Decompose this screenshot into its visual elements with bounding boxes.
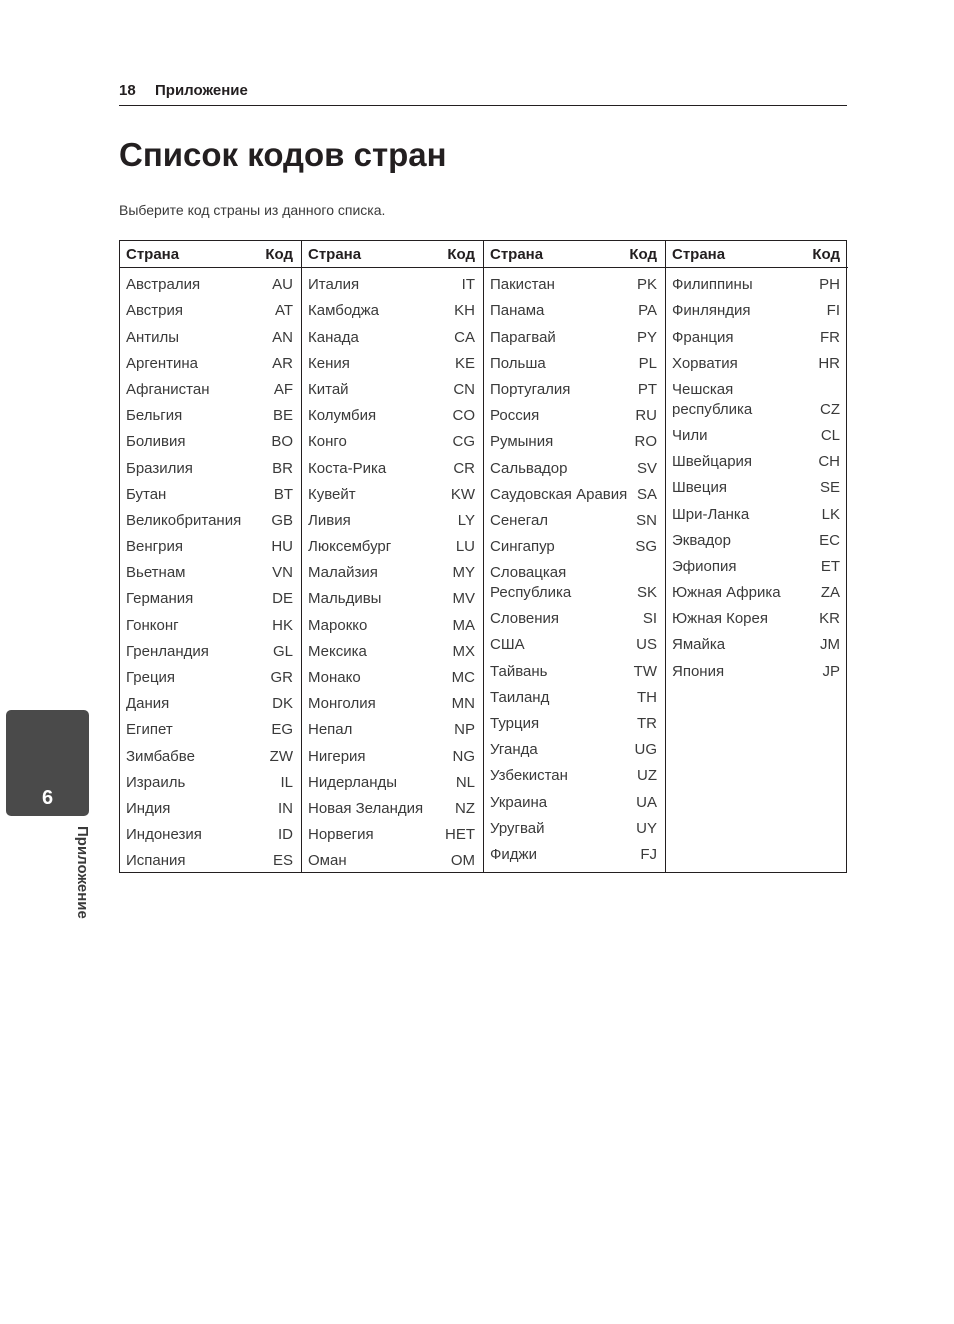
country-name: Канада (308, 328, 359, 346)
country-name: Тайвань (490, 662, 548, 680)
country-code: ET (820, 557, 840, 575)
country-name: Австрия (126, 302, 184, 320)
country-name: Дания (126, 695, 170, 713)
country-code: JM (820, 636, 840, 654)
country-name: США (490, 636, 525, 654)
country-name: Словения (490, 610, 560, 628)
country-code: JP (822, 662, 840, 680)
country-code: AU (272, 276, 293, 294)
country-name: Украина (490, 793, 548, 811)
country-name: Кения (308, 354, 350, 372)
country-name: Финляндия (672, 302, 751, 320)
table-row (484, 348, 665, 374)
country-name: Малайзия (308, 564, 378, 582)
country-code: NG (452, 747, 475, 765)
country-name: Коста-Рика (308, 459, 387, 477)
country-name: Панама (490, 302, 545, 320)
table-row (120, 531, 301, 557)
country-name: Израиль (126, 773, 186, 791)
country-name: Египет (126, 721, 173, 739)
country-code: SV (636, 459, 657, 477)
table-row (666, 655, 848, 681)
country-header: Страна (308, 245, 362, 263)
table-row (666, 472, 848, 498)
table-row (120, 426, 301, 452)
table-row (484, 760, 665, 786)
table-row (484, 557, 665, 603)
country-name: Австралия (126, 276, 201, 294)
table-row (302, 583, 483, 609)
country-name: Антилы (126, 328, 180, 346)
table-column (666, 241, 848, 872)
country-code: ZW (269, 747, 293, 765)
country-name: Южная Африка (672, 584, 781, 602)
table-row (666, 498, 848, 524)
table-row (302, 793, 483, 819)
table-column (120, 241, 302, 872)
country-name: Мексика (308, 642, 367, 660)
country-name: Пакистан (490, 276, 555, 294)
page-title: Список кодов стран (119, 136, 447, 173)
column-header (484, 241, 665, 268)
table-row (302, 505, 483, 531)
country-name: Словацкая Республика (490, 564, 572, 602)
country-name: Германия (126, 590, 194, 608)
intro-text: Выберите код страны из данного списка. (119, 202, 386, 218)
country-code: ES (272, 852, 293, 870)
table-row (484, 269, 665, 295)
table-row (302, 374, 483, 400)
country-name: Люксембург (308, 538, 392, 556)
table-row (120, 819, 301, 845)
country-name: Парагвай (490, 328, 556, 346)
country-name: Португалия (490, 380, 571, 398)
table-row (666, 348, 848, 374)
table-row (120, 714, 301, 740)
table-row (484, 655, 665, 681)
country-name: Колумбия (308, 407, 377, 425)
country-header: Страна (126, 245, 180, 263)
country-name: Гонконг (126, 616, 179, 634)
country-codes-table (119, 240, 847, 873)
country-code: TH (637, 688, 657, 706)
column-header (302, 241, 483, 268)
table-row (666, 551, 848, 577)
country-code: CH (818, 453, 840, 471)
country-name: Франция (672, 328, 734, 346)
country-code: NZ (455, 799, 475, 817)
table-row (484, 321, 665, 347)
country-code: MX (452, 642, 475, 660)
country-code: HR (818, 354, 840, 372)
country-name: Чили (672, 426, 708, 444)
table-row (484, 813, 665, 839)
chapter-tab (6, 710, 89, 816)
chapter-label: Приложение (74, 826, 91, 919)
table-row (120, 845, 301, 871)
table-row (120, 400, 301, 426)
country-code: PT (637, 380, 657, 398)
column-header (666, 241, 848, 268)
table-row (302, 740, 483, 766)
table-row (302, 531, 483, 557)
country-name: Швейцария (672, 453, 753, 471)
country-name: Оман (308, 852, 347, 870)
column-header (120, 241, 301, 268)
country-code: PA (638, 302, 657, 320)
country-code: PY (636, 328, 657, 346)
section-name: Приложение (155, 82, 248, 99)
country-code: SE (819, 479, 840, 497)
table-row (484, 682, 665, 708)
country-code: BR (272, 459, 293, 477)
country-name: Бельгия (126, 407, 183, 425)
country-code: НЕТ (445, 826, 475, 844)
country-name: Сальвадор (490, 459, 568, 477)
country-code: UY (636, 819, 657, 837)
country-code: NL (455, 773, 475, 791)
country-code: VN (272, 564, 293, 582)
table-row (120, 452, 301, 478)
table-row (666, 269, 848, 295)
country-code: EG (271, 721, 293, 739)
chapter-number: 6 (41, 787, 54, 809)
table-row (302, 321, 483, 347)
table-row (120, 636, 301, 662)
country-code: SK (636, 584, 657, 602)
country-code: LU (455, 538, 475, 556)
country-code: PL (638, 354, 657, 372)
table-row (484, 374, 665, 400)
table-row (484, 531, 665, 557)
country-code: PH (819, 276, 840, 294)
table-row (120, 505, 301, 531)
country-name: Боливия (126, 433, 186, 451)
country-code: RO (634, 433, 657, 451)
country-name: Турция (490, 715, 540, 732)
country-name: Саудовская Аравия (490, 485, 628, 503)
country-name: Сингапур (490, 538, 555, 556)
country-name: Чешская республика (672, 380, 753, 418)
table-row (666, 525, 848, 551)
country-name: Венгрия (126, 538, 183, 556)
country-code: LY (457, 511, 475, 529)
country-name: Непал (308, 721, 353, 739)
table-row (484, 603, 665, 629)
country-code: KH (454, 302, 475, 320)
country-name: Бутан (126, 485, 167, 503)
table-row (302, 636, 483, 662)
table-row (120, 583, 301, 609)
table-row (302, 269, 483, 295)
country-code: GL (272, 642, 293, 660)
country-name: Таиланд (490, 688, 550, 706)
country-code: IN (278, 799, 293, 817)
country-name: Кувейт (308, 485, 356, 503)
country-name: Норвегия (308, 826, 374, 844)
country-name: Вьетнам (126, 564, 186, 582)
country-name: Аргентина (126, 354, 198, 372)
country-name: Уганда (490, 741, 538, 759)
country-name: Великобритания (126, 511, 242, 529)
table-row (484, 839, 665, 865)
code-header: Код (447, 245, 475, 263)
country-name: Италия (308, 276, 360, 294)
country-code: FI (826, 302, 840, 320)
country-name: Польша (490, 354, 546, 372)
table-row (484, 708, 665, 734)
country-code: MV (452, 590, 475, 608)
table-row (666, 420, 848, 446)
country-header: Страна (490, 245, 544, 263)
country-code: GB (271, 511, 293, 529)
table-row (666, 577, 848, 603)
country-name: Зимбабве (126, 747, 195, 765)
table-row (120, 295, 301, 321)
country-code: CL (820, 426, 840, 444)
table-row (120, 740, 301, 766)
table-row (120, 348, 301, 374)
country-code: EC (819, 531, 840, 549)
table-row (302, 767, 483, 793)
table-row (302, 479, 483, 505)
country-name: Индонезия (126, 826, 202, 844)
country-code: FR (820, 328, 840, 346)
table-row (666, 446, 848, 472)
country-name: Мальдивы (308, 590, 382, 608)
table-row (302, 557, 483, 583)
country-name: Узбекистан (490, 767, 568, 785)
page-header (119, 79, 847, 106)
table-row (120, 767, 301, 793)
country-name: Гренландия (126, 642, 209, 660)
country-code: TW (633, 662, 657, 680)
table-row (484, 452, 665, 478)
table-row (302, 714, 483, 740)
country-code: MN (451, 695, 475, 713)
country-code: CZ (820, 400, 840, 418)
country-code: CA (454, 328, 475, 346)
code-header: Код (629, 245, 657, 263)
table-row (484, 734, 665, 760)
table-row (302, 819, 483, 845)
table-row (484, 479, 665, 505)
code-header: Код (265, 245, 293, 263)
country-code: IL (280, 773, 293, 791)
country-name: Афганистан (126, 380, 210, 398)
country-code: KR (819, 610, 840, 628)
country-name: Эфиопия (672, 557, 737, 575)
table-row (484, 295, 665, 321)
table-row (120, 688, 301, 714)
table-row (666, 629, 848, 655)
country-code: ZA (820, 584, 840, 602)
table-row (302, 452, 483, 478)
page-number: 18 (119, 82, 136, 99)
code-header: Код (812, 245, 840, 263)
table-column (484, 241, 666, 872)
country-code: MY (452, 564, 475, 582)
country-code: MC (451, 669, 475, 686)
country-name: Камбоджа (308, 302, 379, 320)
country-code: FJ (640, 845, 657, 863)
table-row (120, 479, 301, 505)
table-row (302, 662, 483, 688)
country-name: Монако (308, 669, 361, 686)
country-code: CO (452, 407, 475, 425)
country-name: Южная Корея (672, 610, 768, 628)
country-code: LK (821, 505, 840, 523)
country-name: Конго (308, 433, 347, 451)
country-code: MA (452, 616, 475, 634)
table-row (666, 295, 848, 321)
table-row (120, 321, 301, 347)
table-row (302, 845, 483, 871)
country-name: Фиджи (490, 845, 537, 863)
country-code: CN (453, 380, 475, 398)
country-code: AN (272, 328, 293, 346)
country-name: Россия (490, 407, 540, 425)
country-code: KE (454, 354, 475, 372)
country-name: Сенегал (490, 511, 549, 529)
table-row (120, 557, 301, 583)
country-code: HK (272, 616, 293, 634)
table-row (120, 374, 301, 400)
country-code: UA (636, 793, 657, 811)
country-code: KW (450, 485, 475, 503)
table-row (302, 426, 483, 452)
country-code: BO (271, 433, 293, 451)
country-code: UG (634, 741, 657, 759)
table-row (120, 609, 301, 635)
country-code: AR (272, 354, 293, 372)
country-name: Нидерланды (308, 773, 398, 791)
table-row (666, 374, 848, 420)
country-code: TR (637, 715, 657, 732)
country-code: ID (278, 826, 293, 844)
country-code: AT (274, 302, 293, 320)
country-code: DK (272, 695, 293, 713)
country-name: Нигерия (308, 747, 366, 765)
table-row (302, 609, 483, 635)
country-name: Греция (126, 669, 176, 686)
country-name: Китай (308, 380, 349, 398)
table-row (484, 400, 665, 426)
country-name: Бразилия (126, 459, 193, 477)
country-code: SG (635, 538, 657, 556)
country-code: HU (271, 538, 293, 556)
country-name: Хорватия (672, 354, 738, 372)
country-code: AF (273, 380, 293, 398)
table-column (302, 241, 484, 872)
table-row (302, 400, 483, 426)
table-row (120, 269, 301, 295)
country-code: CG (452, 433, 475, 451)
country-code: SA (636, 485, 657, 503)
country-name: Марокко (308, 616, 368, 634)
country-code: SI (642, 610, 657, 628)
country-code: IT (461, 276, 475, 294)
table-row (666, 321, 848, 347)
country-code: CR (453, 459, 475, 477)
table-row (666, 603, 848, 629)
country-code: DE (272, 590, 293, 608)
country-name: Новая Зеландия (308, 799, 424, 817)
country-name: Филиппины (672, 276, 753, 294)
table-row (302, 348, 483, 374)
country-code: PK (636, 276, 657, 294)
country-code: GR (270, 669, 293, 686)
country-name: Шри-Ланка (672, 505, 750, 523)
country-name: Швеция (672, 479, 727, 497)
country-name: Монголия (308, 695, 376, 713)
country-code: UZ (637, 767, 657, 785)
table-row (120, 793, 301, 819)
country-name: Эквадор (672, 531, 731, 549)
country-name: Индия (126, 799, 171, 817)
table-row (484, 629, 665, 655)
table-row (120, 662, 301, 688)
country-name: Ямайка (672, 636, 726, 654)
country-name: Ливия (308, 511, 351, 529)
table-row (484, 505, 665, 531)
country-code: BE (272, 407, 293, 425)
table-row (302, 688, 483, 714)
country-code: BT (273, 485, 293, 503)
country-code: RU (635, 407, 657, 425)
table-row (484, 786, 665, 812)
country-code: SN (636, 511, 657, 529)
table-row (302, 295, 483, 321)
country-name: Испания (126, 852, 186, 870)
country-code: NP (454, 721, 475, 739)
country-name: Уругвай (490, 819, 545, 837)
table-row (484, 426, 665, 452)
country-name: Румыния (490, 433, 554, 451)
country-code: OM (450, 852, 475, 870)
country-header: Страна (672, 245, 726, 263)
country-name: Япония (672, 662, 725, 680)
country-code: US (636, 636, 657, 654)
